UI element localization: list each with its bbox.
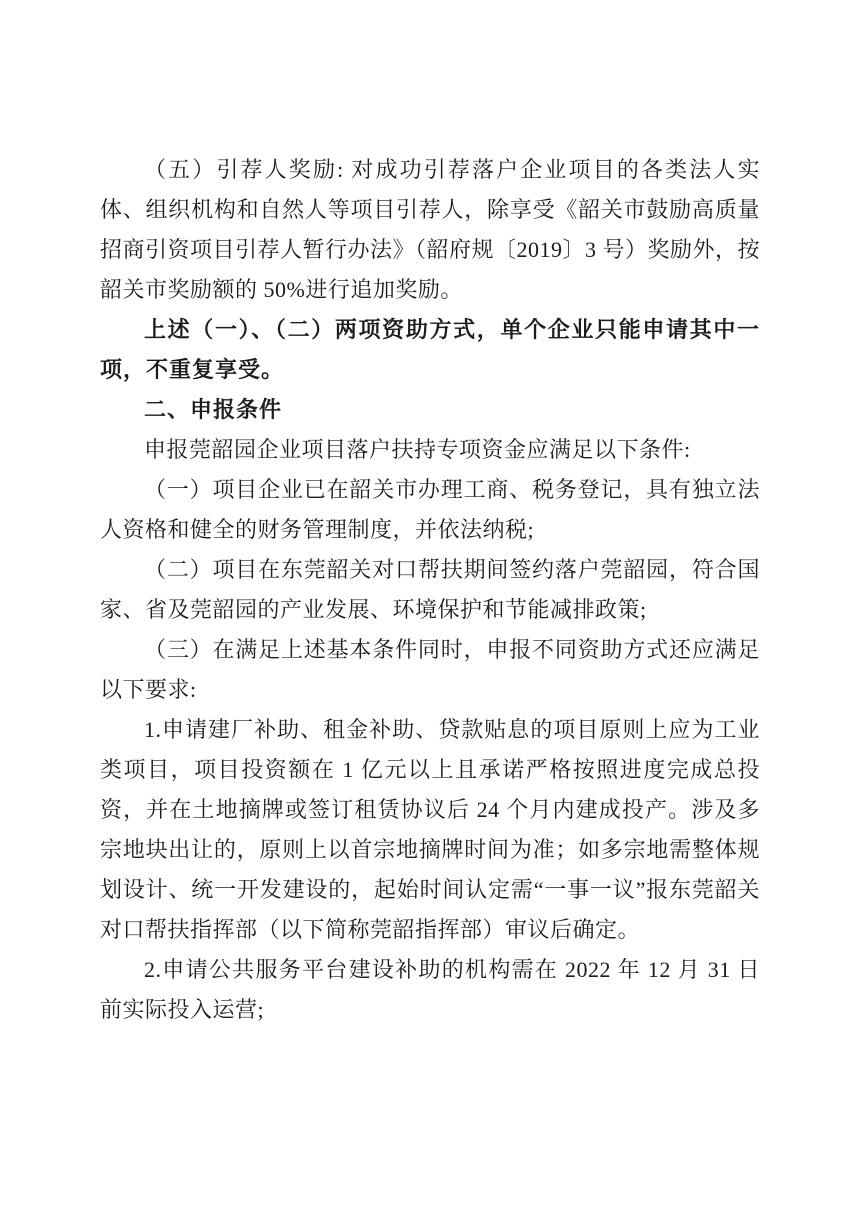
paragraph-requirement-1: 1.申请建厂补助、租金补助、贷款贴息的项目原则上应为工业类项目，项目投资额在 1 亿元以上且承诺严格按照进度完成总投资，并在土地摘牌或签订租赁协议后 24 个月内建成投产。涉及多宗地块出让的，原则上以首宗地摘牌时间为准；如多宗地需整体规划设计、统一开发建设的，起始时间认定需“一事一议”报东莞韶关对口帮扶指挥部（以下简称莞韶指挥部）审议后确定。: [100, 717, 760, 942]
paragraph-referral-reward: （五）引荐人奖励: 对成功引荐落户企业项目的各类法人实体、组织机构和自然人等项目引荐人，除享受《韶关市鼓励高质量招商引资项目引荐人暂行办法》（韶府规〔2019〕3 号）奖励外，按韶关市奖励额的 50%进行追加奖励。: [100, 157, 761, 302]
paragraph-requirement-2: 2.申请公共服务平台建设补助的机构需在 2022 年 12 月 31 日前实际投入运营;: [100, 957, 760, 1022]
paragraph-conditions-intro: 申报莞韶园企业项目落户扶持专项资金应满足以下条件:: [144, 437, 691, 462]
paragraph-single-application-note: 上述（一）、（二）两项资助方式，单个企业只能申请其中一项，不重复享受。: [100, 317, 760, 382]
paragraph-condition-3: （三）在满足上述基本条件同时，申报不同资助方式还应满足以下要求:: [100, 637, 760, 702]
document-content: [100, 150, 760, 1030]
paragraph-condition-1: （一）项目企业已在韶关市办理工商、税务登记，具有独立法人资格和健全的财务管理制度，并依法纳税;: [100, 477, 760, 542]
paragraph-condition-2: （二）项目在东莞韶关对口帮扶期间签约落户莞韶园，符合国家、省及莞韶园的产业发展、环境保护和节能减排政策;: [100, 557, 760, 622]
section-heading-application-conditions: 二、申报条件: [144, 397, 283, 422]
